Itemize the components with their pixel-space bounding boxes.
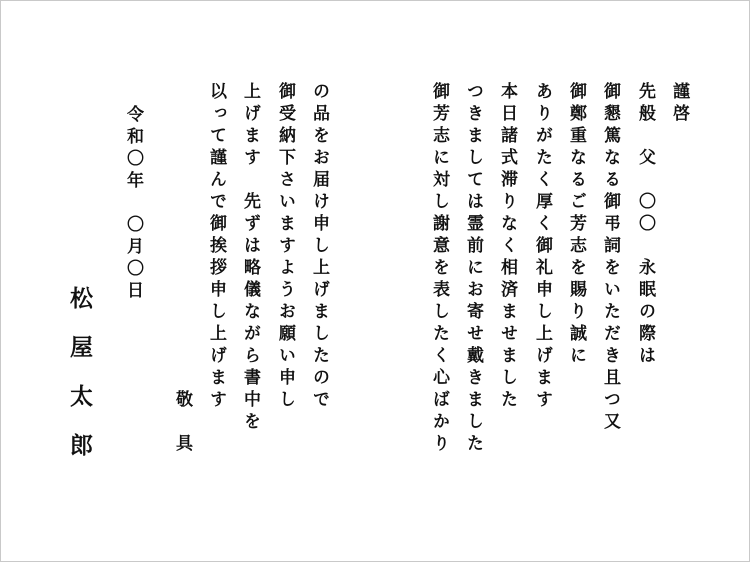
letter-line-7: 御芳志に対し謝意を表したく心ばかり — [429, 82, 449, 456]
letter-line-11: 以って謹んで御挨拶申し上げます — [206, 82, 226, 412]
letter-line-2: 御懇篤なる御弔詞をいただき且つ又 — [600, 82, 620, 434]
letter-line-1: 先般 父 〇〇 永眠の際は — [635, 82, 655, 368]
letter-line-10: 上げます 先ずは略儀ながら書中を — [240, 82, 260, 434]
letter-line-8: の品をお届け申し上げましたので — [309, 82, 329, 412]
letter-line-3: 御鄭重なるご芳志を賜り誠に — [566, 82, 586, 368]
letter-date: 令和〇年 〇月〇日 — [123, 105, 143, 303]
sender-name: 松屋太郎 — [66, 286, 93, 482]
letter-line-6: つきましては霊前にお寄せ戴きました — [463, 82, 483, 456]
letter-line-4: ありがたく厚く御礼申し上げます — [532, 82, 552, 412]
letter-closing: 敬 具 — [172, 390, 192, 456]
letter-line-5: 本日諸式滞りなく相済ませました — [497, 82, 517, 412]
letter-opening: 謹啓 — [669, 82, 689, 126]
letter-line-9: 御受納下さいますようお願い申し — [275, 82, 295, 412]
